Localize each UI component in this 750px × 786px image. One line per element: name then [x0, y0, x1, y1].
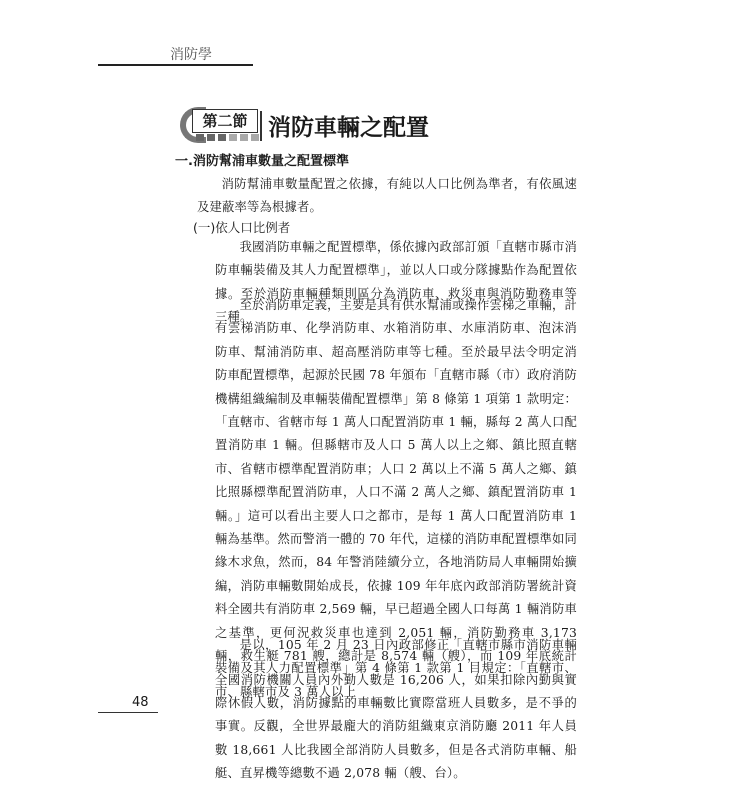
header-rule	[98, 64, 253, 66]
section-divider	[260, 111, 262, 141]
footer-rule	[98, 712, 158, 713]
body-paragraph-2: 至於消防車定義，主要是具有供水幫浦或操作雲梯之車輛，計有雲梯消防車、化學消防車、水箱消防車、水庫消防車、泡沫消防車、幫浦消防車、超高壓消防車等七種。至於最早法令明定消防車配置標準，起源於民國 78 年頒布「直轄市縣（市）政府消防機構組織編制及車輛裝備配置標準」第 8 條第 1 項第 1 款明定：「直轄市、省轄市每 1 萬人口配置消防車 1 輛，縣每 2 萬人口配置消防車 1 輛。但縣轄市及人口 5 萬人以上之鄉、鎮比照直轄市、省轄市標準配置消防車；人口 2 萬以上不滿 5 萬人之鄉、鎮比照縣標準配置消防車，人口不滿 2 萬人之鄉、鎮配置消防車 1 輛。」這可以看出主要人口之都市，是每 1 萬人口配置消防車 1 輛為基準。然而警消一體的 70 年代，這樣的消防車配置標準如同緣木求魚，然而，84 年警消陸續分立，各地消防局人車輛開始擴編，消防車輛數開始成長，依據 109 年年底內政部消防署統計資料全國共有消防車 2,569 輛，早已超過全國人口每萬 1 輛消防車之基準，更何況救災車也達到 2,051 輛，消防勤務車 3,173 輛，救生艇 781 艘，總計是 8,574 輛（艘），而 109 年底統計全國消防機關人員內外勤人數是 16,206 人，如果扣除內勤與實際休假人數，消防據點的車輛數比實際當班人員數多，是不爭的事實。反觀，全世界最龐大的消防組織東京消防廳 2011 年人員數 18,661 人比我國全部消防人員數多，但是各式消防車輛、船艇、直昇機等總數不過 2,078 輛（艘、台）。	[215, 298, 578, 781]
body-paragraph-1: 我國消防車輛之配置標準，係依據內政部訂頒「直轄市縣市消防車輛裝備及其人力配置標準」，並以人口或分隊據點作為配置依據。至於消防車輛種類則區分為消防車、救災車與消防勤務車等三種。	[215, 240, 578, 325]
section-heading	[180, 107, 580, 147]
section-label-box: 第二節	[192, 109, 258, 133]
item-heading: (一)依人口比例者	[193, 220, 291, 235]
running-header: 消防學	[170, 47, 212, 63]
intro-paragraph: 消防幫浦車數量配置之依據，有純以人口比例為準者，有依風速及建蔽率等為根據者。	[197, 177, 577, 215]
section-title: 消防車輛之配置	[268, 115, 429, 141]
section-square-ornament	[196, 134, 259, 141]
subsection-heading: 一.消防幫浦車數量之配置標準	[175, 154, 349, 169]
body-paragraph-3: 是以，105 年 2 月 23 日內政部修正「直轄市縣市消防車輛裝備及其人力配置標準」第 4 條第 1 款第 1 目規定：「直轄市、市、縣轄市及 3 萬人以上	[215, 638, 577, 699]
page-number: 48	[132, 695, 149, 710]
